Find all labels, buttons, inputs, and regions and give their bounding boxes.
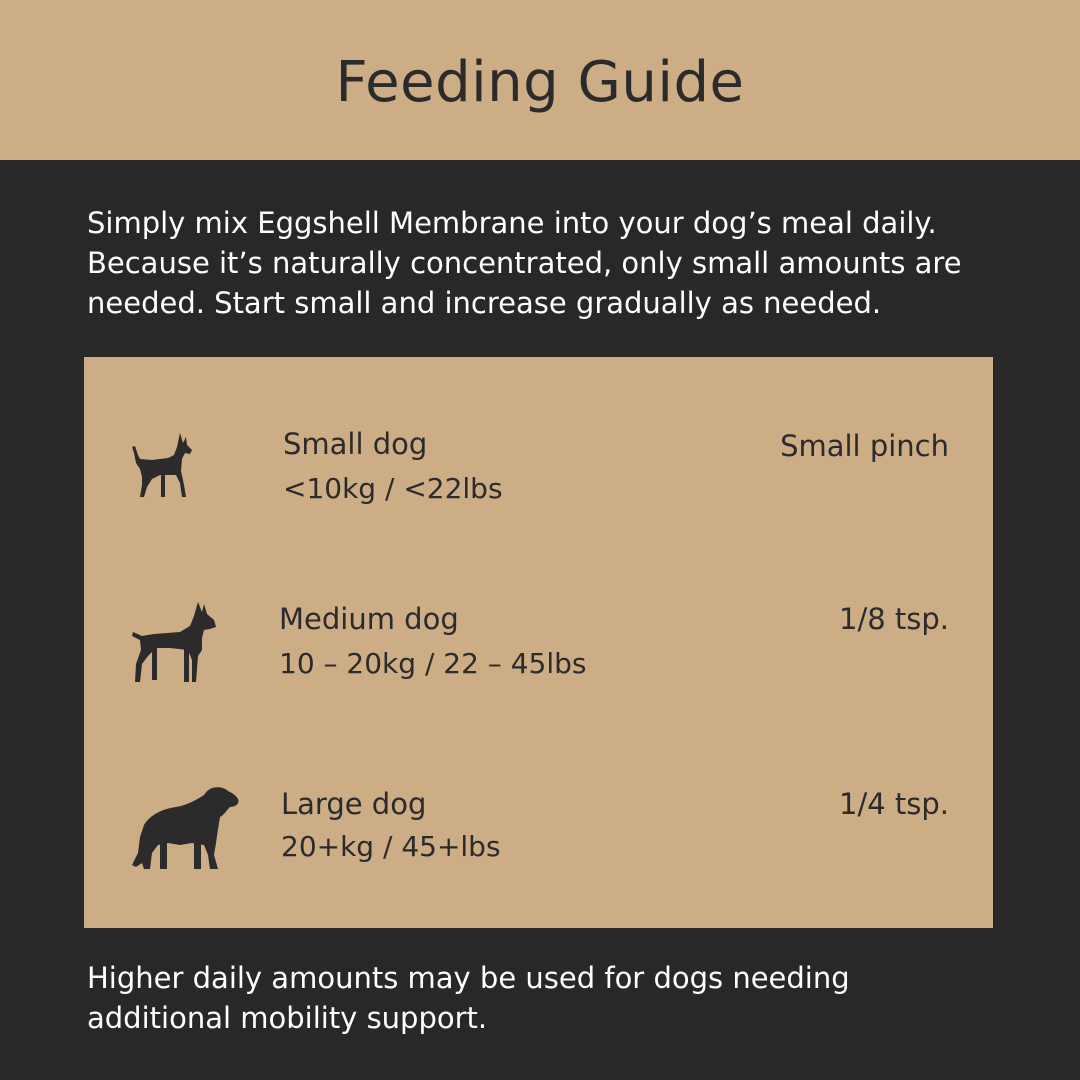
size-name: Large dog (281, 787, 427, 821)
small-dog-icon (130, 433, 194, 499)
page-title: Feeding Guide (335, 49, 745, 115)
size-weight: 10 – 20kg / 22 – 45lbs (279, 647, 587, 680)
medium-dog-icon (132, 602, 218, 684)
intro-text: Simply mix Eggshell Membrane into your dog’s meal daily. Because it’s naturally concentrated, only small amounts are needed. Start small and increase gradually as needed. (87, 206, 962, 320)
feeding-row-large (84, 787, 993, 907)
size-name: Small dog (283, 427, 428, 461)
footer-note: Higher daily amounts may be used for dogs needing additional mobility support. (87, 961, 850, 1035)
header-banner (0, 0, 1080, 160)
amount-value: Small pinch (780, 429, 949, 463)
amount-value: 1/4 tsp. (839, 787, 949, 821)
size-weight: 20+kg / 45+lbs (281, 830, 501, 863)
feeding-row-medium (84, 602, 993, 722)
size-name: Medium dog (279, 602, 459, 636)
feeding-table (84, 357, 993, 928)
size-weight: <10kg / <22lbs (283, 472, 503, 505)
feeding-row-small (84, 427, 993, 547)
large-dog-icon (132, 787, 240, 871)
amount-value: 1/8 tsp. (839, 602, 949, 636)
